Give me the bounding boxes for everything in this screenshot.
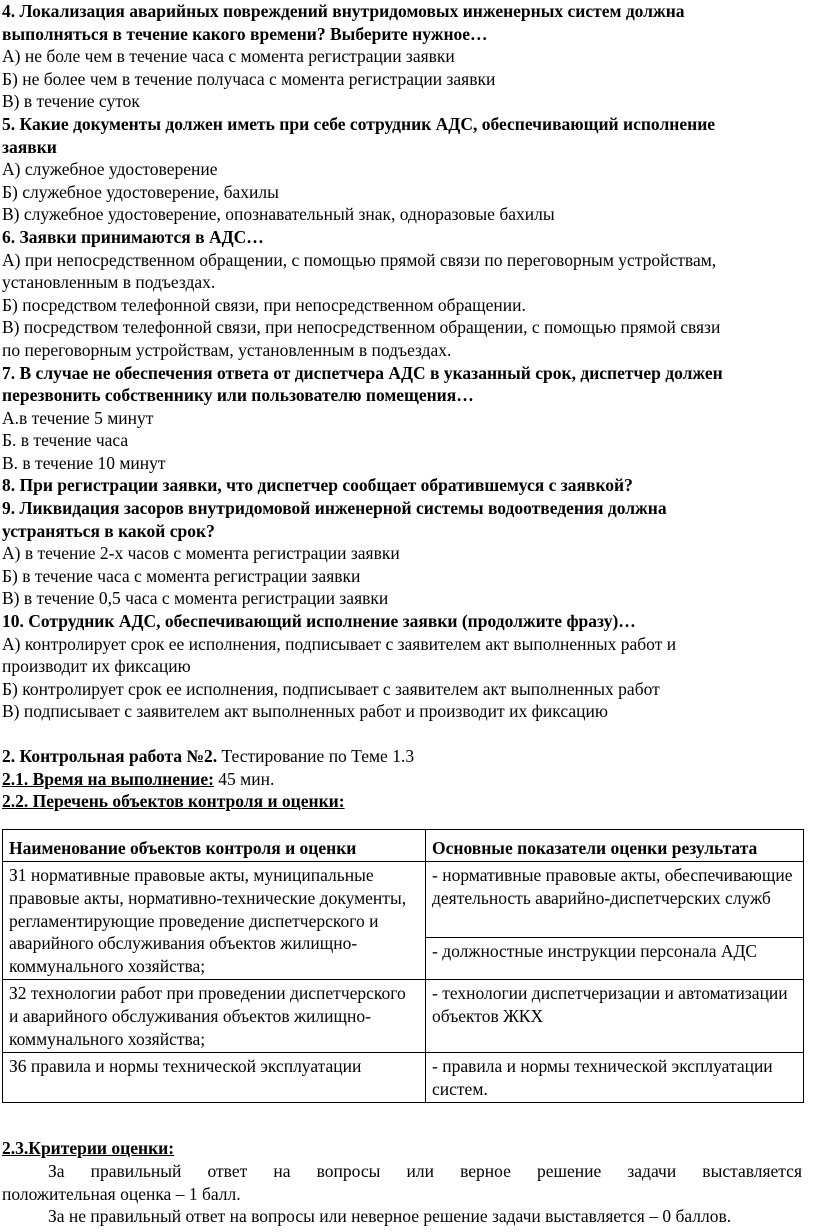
assessment-table — [2, 829, 804, 1104]
table-cell-indicator: - должностные инструкции персонала АДС — [426, 938, 804, 980]
table-header: Наименование объектов контроля и оценки — [3, 829, 426, 862]
table-cell-object: З2 технологии работ при проведении диспетчерского и аварийного обслуживания объектов жилищно-коммунального хозяйства; — [3, 980, 426, 1053]
answer-option: А) не боле чем в течение часа с момента регистрации заявки — [2, 46, 455, 67]
answer-option: Б) посредством телефонной связи, при непосредственном обращении. — [2, 294, 526, 315]
table-row — [3, 862, 804, 938]
answer-option: Б) служебное удостоверение, бахилы — [2, 181, 279, 202]
time-label: 2.1. Время на выполнение: — [2, 768, 214, 789]
section-subtitle: Тестирование по Теме 1.3 — [217, 746, 415, 766]
answer-option: производит их фиксацию — [2, 656, 191, 677]
answer-option: А) служебное удостоверение — [2, 159, 218, 180]
question-title: 4. Локализация аварийных повреждений внутридомовых инженерных систем должна — [2, 1, 685, 21]
spacer — [2, 1103, 802, 1137]
table-cell-indicator: - технологии диспетчеризации и автоматизации объектов ЖКХ — [426, 980, 804, 1053]
question-6 — [2, 226, 802, 362]
table-header-row — [3, 829, 804, 862]
answer-option: Б) не более чем в течение получаса с момента регистрации заявки — [2, 68, 496, 89]
answer-option: А) при непосредственном обращении, с помощью прямой связи по переговорным устройствам, — [2, 249, 717, 270]
answer-option: В. в течение 10 минут — [2, 452, 166, 473]
answer-option: А) контролирует срок ее исполнения, подписывает с заявителем акт выполненных работ и — [2, 633, 677, 654]
answer-option: установленным в подъездах. — [2, 272, 216, 293]
question-title: выполняться в течение какого времени? Выберите нужное… — [2, 23, 488, 44]
question-title: 7. В случае не обеспечения ответа от диспетчера АДС в указанный срок, диспетчер должен — [2, 362, 723, 383]
question-9 — [2, 497, 802, 610]
table-cell-indicator: - правила и нормы технической эксплуатации систем. — [426, 1053, 804, 1103]
question-title: 6. Заявки принимаются в АДС… — [2, 226, 264, 247]
table-row — [3, 1053, 804, 1103]
time-limit — [2, 768, 802, 791]
time-value: 45 мин. — [213, 768, 275, 789]
question-title: перезвонить собственнику или пользователю помещения… — [2, 385, 474, 406]
answer-option: А) в течение 2-х часов с момента регистрации заявки — [2, 543, 400, 564]
answer-option: по переговорным устройствам, установленным в подъездах. — [2, 339, 452, 360]
question-title: 8. При регистрации заявки, что диспетчер сообщает обратившемуся с заявкой? — [2, 475, 633, 496]
question-title: 10. Сотрудник АДС, обеспечивающий исполнение заявки (продолжите фразу)… — [2, 611, 636, 632]
section-title: 2. Контрольная работа №2. — [2, 746, 218, 766]
criteria-paragraph-1-line-2: положительная оценка – 1 балл. — [2, 1183, 241, 1204]
table-cell-indicator: - нормативные правовые акты, обеспечивающие деятельность аварийно-диспетчерских служб — [426, 862, 804, 938]
question-5 — [2, 113, 802, 226]
question-7 — [2, 362, 802, 475]
question-title: устраняться в какой срок? — [2, 520, 215, 541]
objects-heading: 2.2. Перечень объектов контроля и оценки: — [2, 791, 345, 812]
answer-option: В) в течение суток — [2, 91, 140, 112]
answer-option: Б. в течение часа — [2, 430, 129, 451]
table-header: Основные показатели оценки результата — [426, 829, 804, 862]
table-row — [3, 980, 804, 1053]
question-title: 5. Какие документы должен иметь при себе сотрудник АДС, обеспечивающий исполнение — [2, 113, 716, 134]
answer-option: В) посредством телефонной связи, при непосредственном обращении, с помощью прямой связи — [2, 317, 721, 338]
question-title: заявки — [2, 136, 57, 157]
table-cell-object: З1 нормативные правовые акты, муниципальные правовые акты, нормативно-технические документы, регламентирующие проведение диспетчерского и аварийного обслуживания объектов жилищно-коммунального хозяйства; — [3, 862, 426, 980]
criteria-heading: 2.3.Критерии оценки: — [2, 1138, 175, 1159]
answer-option: Б) в течение часа с момента регистрации заявки — [2, 565, 361, 586]
answer-option: А.в течение 5 минут — [2, 407, 154, 428]
question-title: 9. Ликвидация засоров внутридомовой инженерной системы водоотведения должна — [2, 498, 667, 519]
answer-option: Б) контролирует срок ее исполнения, подписывает с заявителем акт выполненных работ — [2, 678, 660, 699]
answer-option: В) в течение 0,5 часа с момента регистрации заявки — [2, 588, 389, 609]
question-8 — [2, 474, 802, 497]
answer-option: В) служебное удостоверение, опознавательный знак, одноразовые бахилы — [2, 204, 555, 225]
answer-option: В) подписывает с заявителем акт выполненных работ и производит их фиксацию — [2, 701, 608, 722]
question-10 — [2, 610, 802, 723]
spacer — [2, 723, 802, 745]
criteria-paragraph-1-line-1: За правильный ответ на вопросы или верное решение задачи выставляется — [48, 1160, 802, 1181]
section-heading — [2, 745, 802, 768]
table-cell-object: З6 правила и нормы технической эксплуатации — [3, 1053, 426, 1103]
question-4 — [2, 0, 802, 113]
criteria-paragraph-2: За не правильный ответ на вопросы или неверное решение задачи выставляется – 0 баллов. — [48, 1206, 732, 1227]
